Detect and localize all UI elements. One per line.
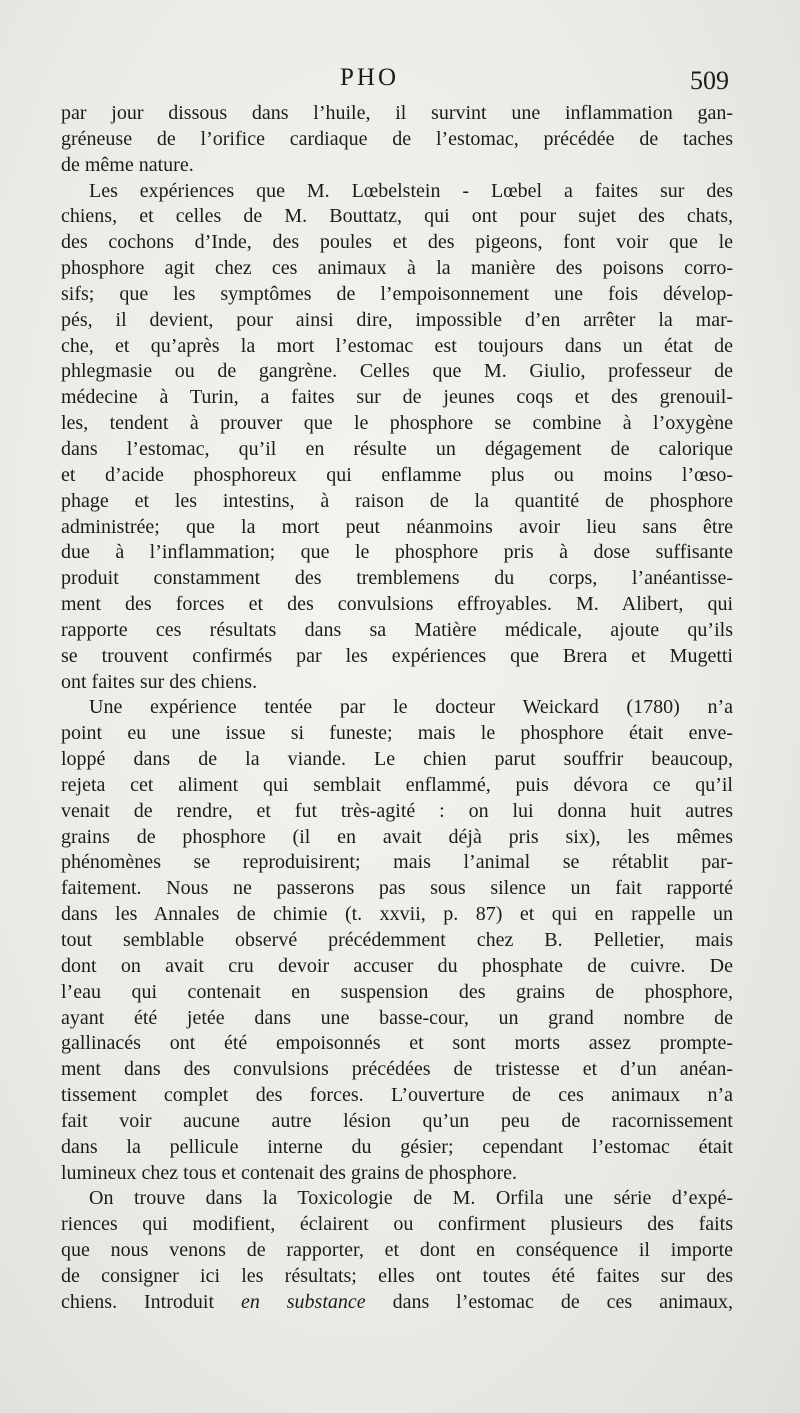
body-text: [61, 101, 733, 1316]
text-segment: dans l’estomac de ces animaux,: [365, 1290, 733, 1313]
text-line: Les expériences que M. Lœbelstein - Lœbel a faites sur des: [89, 179, 733, 202]
text-line: phosphore agit chez ces animaux à la manière des poisons corro-: [61, 257, 733, 280]
text-line: faitement. Nous ne passerons pas sous silence un fait rapporté: [61, 877, 733, 900]
text-line: gallinacés ont été empoisonnés et sont morts assez prompte-: [61, 1032, 733, 1055]
text-line: tissement complet des forces. L’ouverture de ces animaux n’a: [61, 1084, 733, 1107]
text-line: point eu une issue si funeste; mais le phosphore était enve-: [61, 722, 733, 745]
text-line: fait voir aucune autre lésion qu’un peu de racornissement: [61, 1109, 733, 1132]
text-line: rapporte ces résultats dans sa Matière médicale, ajoute qu’ils: [61, 618, 733, 641]
page-number: 509: [690, 66, 729, 95]
text-line: ment dans des convulsions précédées de tristesse et d’un anéan-: [61, 1058, 733, 1081]
text-line: riences qui modifient, éclairent ou confirment plusieurs des faits: [61, 1213, 733, 1236]
text-line: gréneuse de l’orifice cardiaque de l’estomac, précédée de taches: [61, 127, 733, 150]
text-line: que nous venons de rapporter, et dont en conséquence il importe: [61, 1239, 733, 1262]
text-segment: chiens. Introduit: [61, 1290, 241, 1313]
text-line: rejeta cet aliment qui semblait enflammé, puis dévora ce qu’il: [61, 773, 733, 796]
text-line: médecine à Turin, a faites sur de jeunes coqs et des grenouil-: [61, 386, 733, 409]
text-line: administrée; que la mort peut néanmoins avoir lieu sans être: [61, 515, 733, 538]
text-line: des cochons d’Inde, des poules et des pigeons, font voir que le: [61, 231, 733, 254]
text-line: Une expérience tentée par le docteur Weickard (1780) n’a: [89, 696, 733, 719]
text-line: les, tendent à prouver que le phosphore se combine à l’oxygène: [61, 412, 733, 435]
text-line: lumineux chez tous et contenait des grains de phosphore.: [61, 1161, 517, 1184]
text-line: ont faites sur des chiens.: [61, 670, 258, 693]
text-line: [61, 1290, 733, 1316]
text-line: venait de rendre, et fut très-agité : on lui donna huit autres: [61, 799, 733, 822]
text-line: phénomènes se reproduisirent; mais l’animal se rétablit par-: [61, 851, 733, 874]
text-line: loppé dans de la viande. Le chien parut souffrir beaucoup,: [61, 748, 733, 771]
text-line: l’eau qui contenait en suspension des grains de phosphore,: [61, 980, 733, 1003]
text-line: grains de phosphore (il en avait déjà pris six), les mêmes: [61, 825, 733, 848]
text-line: dans la pellicule interne du gésier; cependant l’estomac était: [61, 1135, 733, 1158]
text-line: dans l’estomac, qu’il en résulte un dégagement de calorique: [61, 437, 733, 460]
text-line: chiens, et celles de M. Bouttatz, qui ont pour sujet des chats,: [61, 205, 733, 228]
text-line: dont on avait cru devoir accuser du phosphate de cuivre. De: [61, 954, 733, 977]
text-line: phlegmasie ou de gangrène. Celles que M. Giulio, professeur de: [61, 360, 733, 383]
running-head: PHO: [340, 64, 400, 91]
text-line: due à l’inflammation; que le phosphore pris à dose suffisante: [61, 541, 733, 564]
text-line: de consigner ici les résultats; elles ont toutes été faites sur des: [61, 1264, 733, 1287]
italic-phrase: en substance: [240, 1290, 366, 1313]
text-line: pés, il devient, pour ainsi dire, impossible d’en arrêter la mar-: [61, 308, 733, 331]
text-line: ayant été jetée dans une basse-cour, un grand nombre de: [61, 1006, 733, 1029]
text-line: par jour dissous dans l’huile, il survint une inflammation gan-: [61, 102, 733, 124]
text-line: se trouvent confirmés par les expériences que Brera et Mugetti: [61, 644, 733, 667]
page-header: [0, 64, 800, 98]
text-line: de même nature.: [61, 153, 194, 176]
text-line: dans les Annales de chimie (t. xxvii, p. 87) et qui en rappelle un: [61, 903, 733, 926]
text-line: ment des forces et des convulsions effroyables. M. Alibert, qui: [61, 593, 733, 616]
text-line: produit constamment des tremblemens du corps, l’anéantisse-: [61, 567, 733, 590]
text-line: et d’acide phosphoreux qui enflamme plus ou moins l’œso-: [61, 463, 733, 486]
text-line: sifs; que les symptômes de l’empoisonnement une fois dévelop-: [61, 282, 733, 305]
text-line: che, et qu’après la mort l’estomac est toujours dans un état de: [61, 334, 733, 357]
text-line: tout semblable observé précédemment chez B. Pelletier, mais: [61, 929, 733, 951]
text-line: phage et les intestins, à raison de la quantité de phosphore: [61, 489, 733, 512]
text-line: On trouve dans la Toxicologie de M. Orfila une série d’expé-: [89, 1187, 733, 1210]
